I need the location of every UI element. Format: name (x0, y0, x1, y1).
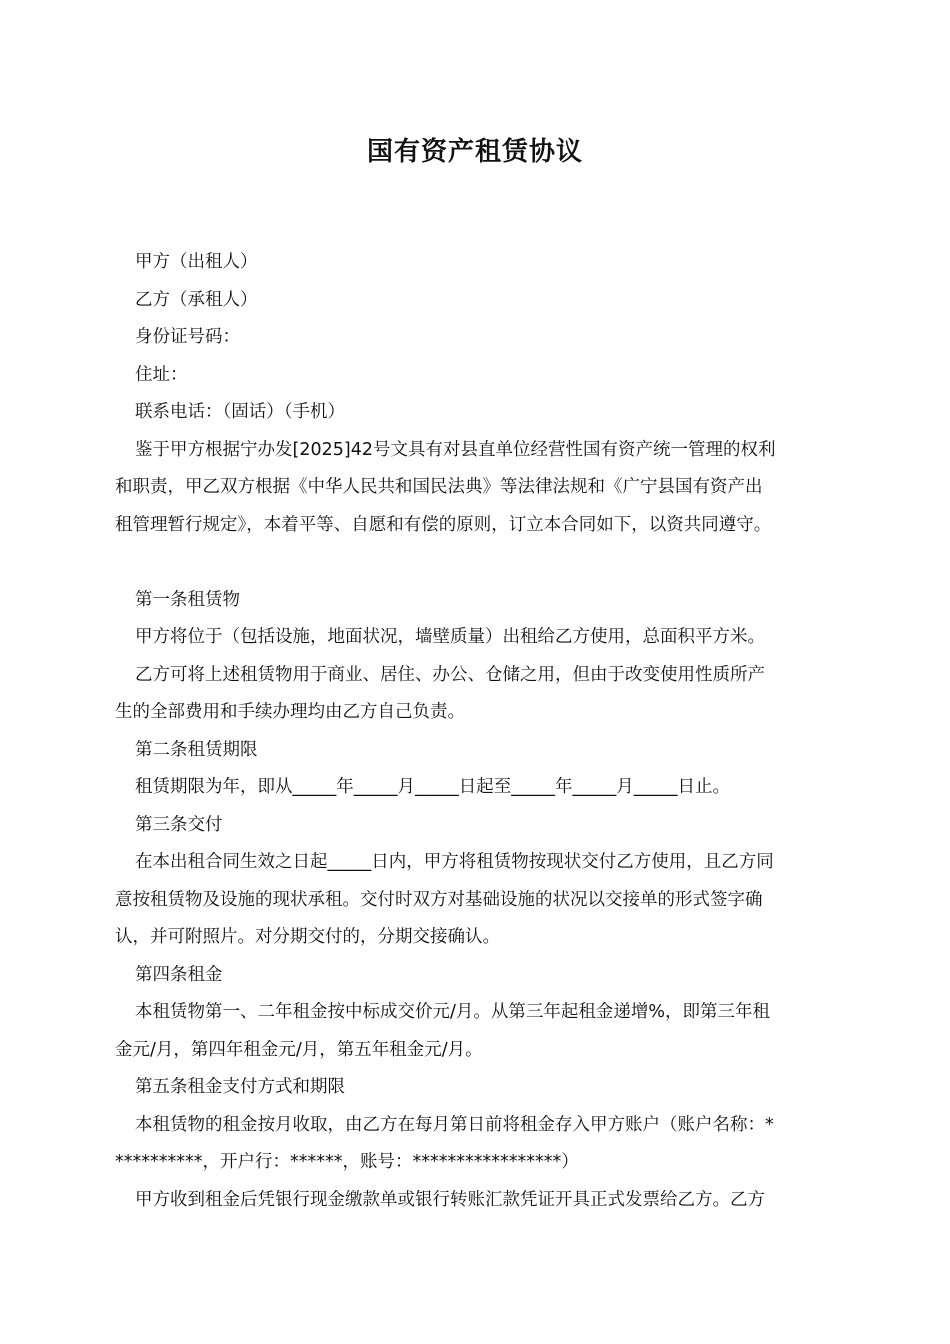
article-1-text: 生的全部费用和手续办理均由乙方自己负责。 (115, 702, 465, 722)
article-3-text: 在本出租合同生效之日起_____日内，甲方将租赁物按现状交付乙方使用，且乙方同 (135, 852, 774, 872)
lessor-line: 甲方（出租人） (135, 252, 258, 272)
article-1-text: 乙方可将上述租赁物用于商业、居住、办公、仓储之用，但由于改变使用性质所产 (135, 664, 765, 685)
id-number-line: 身份证号码： (135, 327, 240, 347)
article-4-heading: 第四条租金 (135, 964, 223, 985)
article-4-text: 金元/月，第四年租金元/月，第五年租金元/月。 (115, 1039, 483, 1060)
article-2-heading: 第二条租赁期限 (135, 739, 258, 760)
article-1-heading: 第一条租赁物 (135, 589, 240, 610)
preamble-line: 和职责，甲乙双方根据《中华人民共和国民法典》等法律法规和《广宁县国有资产出 (115, 477, 763, 497)
article-3-heading: 第三条交付 (135, 814, 223, 835)
article-2-text: 租赁期限为年，即从_____年_____月_____日起至_____年_____月_____日止。 (135, 777, 730, 797)
article-4-text: 本租赁物第一、二年租金按中标成交价元/月。从第三年起租金递增%，即第三年租 (135, 1002, 771, 1022)
article-5-heading: 第五条租金支付方式和期限 (135, 1077, 345, 1097)
paragraph-spacer (115, 544, 845, 582)
article-5-text: 甲方收到租金后凭银行现金缴款单或银行转账汇款凭证开具正式发票给乙方。乙方 (135, 1189, 765, 1210)
article-5-text: 本租赁物的租金按月收取，由乙方在每月第日前将租金存入甲方账户（账户名称：* (135, 1114, 774, 1135)
article-3-text: 意按租赁物及设施的现状承租。交付时双方对基础设施的状况以交接单的形式签字确 (115, 889, 763, 910)
preamble-line: 鉴于甲方根据宁办发[2025]42号文具有对县直单位经营性国有资产统一管理的权利 (135, 439, 776, 460)
document-body (115, 244, 845, 1219)
article-3-text: 认，并可附照片。对分期交付的，分期交接确认。 (115, 927, 500, 947)
article-5-text: **********，开户行：******，账号：*****************） (115, 1152, 579, 1172)
phone-line: 联系电话：（固话）（手机） (135, 402, 345, 422)
document-title: 国有资产租赁协议 (366, 137, 583, 167)
address-line: 住址： (135, 364, 188, 385)
preamble-line: 租管理暂行规定》，本着平等、自愿和有偿的原则，订立本合同如下，以资共同遵守。 (115, 514, 772, 535)
article-1-text: 甲方将位于（包括设施，地面状况，墙壁质量）出租给乙方使用，总面积平方米。 (135, 627, 765, 647)
lessee-line: 乙方（承租人） (135, 289, 258, 310)
